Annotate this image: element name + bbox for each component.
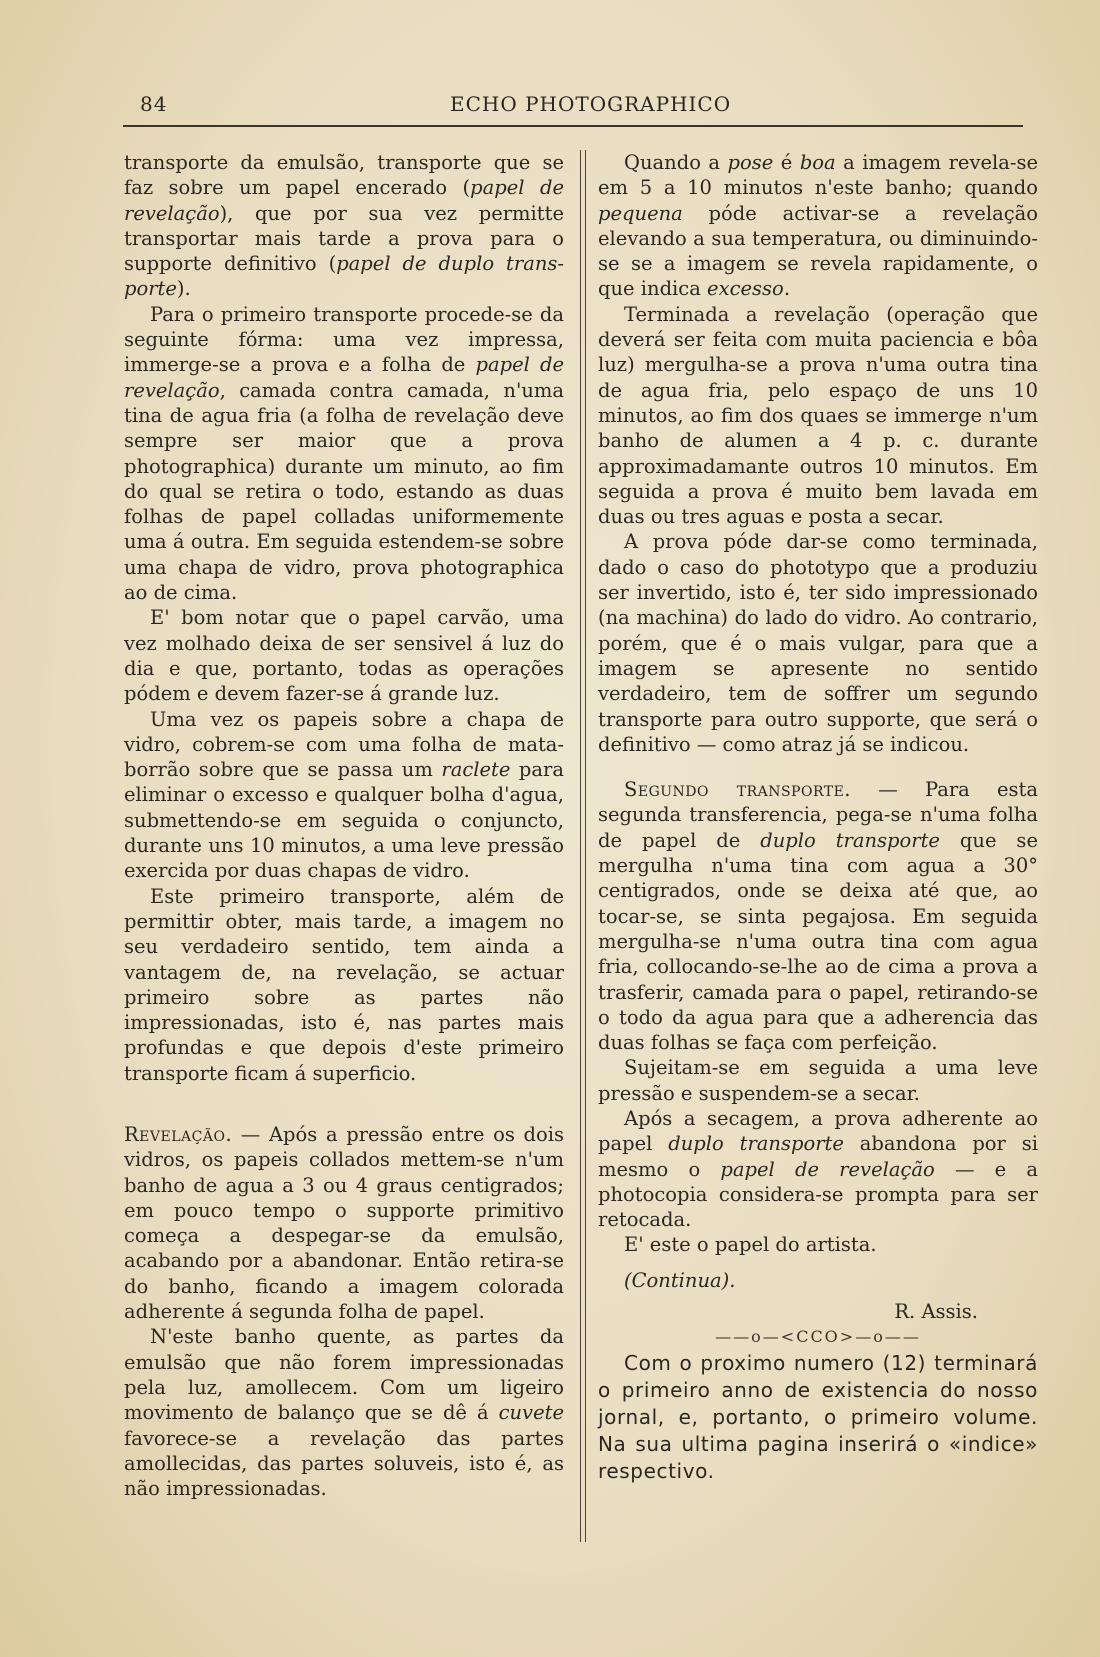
left-paragraph-5: Este primeiro transporte, além de permittir obter, mais tarde, a imagem no seu verdadeiro sentido, tem ainda a vantagem de, na revelação, se actuar primeiro sobre as partes não impressionadas, isto é, nas partes mais profundas e que depois d'este primeiro transporte ficam á superficio. [124,884,564,1085]
ornament-divider: ——o—<CCO>—o—— [715,1327,921,1347]
text-run: para eliminar o excesso e qualquer bolha d'agua, submettendo-se em seguida o conjuncto, durante uns 10 minutos, a uma leve pressão exercida por duas chapas de vidro. [124,758,564,883]
italic-run: duplo transporte [668,1132,844,1156]
text-run: póde activar-se a revelação elevando a sua temperatura, ou diminuindo-se se a imagem se revela rapidamente, o que indica [598,201,1038,301]
text-run: ). [176,277,191,301]
page-number: 84 [140,92,168,116]
text-run: , camada contra camada, n'uma tina de agua fria (a folha de revelação deve sempre ser maior que a prova photographica) durante um minuto, ao fim do qual se retira o todo, estando as duas folhas de papel colladas uniformemente uma á outra. Em seguida estendem-se sobre uma chapa de vidro, prova photographica ao de cima. [124,378,564,605]
italic-run: duplo transporte [760,828,940,852]
italic-run: excesso [707,277,784,301]
text-run: — Para esta segunda transferencia, pega-se n'uma folha de papel de [598,778,1038,852]
section-heading: Segundo transporte. [624,778,852,802]
italic-run: raclete [441,758,511,782]
text-run: transporte da emulsão, transporte que se faz sobre um papel encerado ( [124,151,564,200]
text-run: abandona por si mesmo o [598,1132,1038,1181]
left-paragraph-3: E' bom notar que o papel carvão, uma vez molhado deixa de ser sensivel á luz do dia e que, portanto, todas as operações pódem e devem fazer-se á grande luz. [124,606,564,706]
right-paragraph-7: E' este o papel do artista. [624,1233,877,1257]
right-paragraph-1 [598,150,1038,302]
section-revelacao [124,1122,564,1324]
section-segundo-transporte [598,777,1038,1055]
left-paragraph-4 [124,707,564,884]
continua-note [598,1268,1038,1293]
text-run: ), que por sua vez permitte transportar mais tarde a prova para o supporte definitivo ( [124,201,564,276]
right-paragraph-6 [598,1106,1038,1232]
column-divider [580,150,586,1542]
text-run: Quando a [624,151,728,174]
right-paragraph-2: Terminada a revelação (operação que deverá ser feita com muita paciencia e bôa luz) mergulha-se a prova n'uma outra tina de agua fria, pelo espaço de uns 10 minutos, ao fim dos quaes se immerge n'um banho de alumen a 4 p. c. durante approximadamante outros 10 minutos. Em seguida a prova é muito bem lavada em duas ou tres aguas e posta a secar. [598,302,1038,529]
italic-run: papel de revelação [720,1157,935,1181]
left-paragraph-2 [124,302,564,606]
running-title: ECHO PHOTOGRAPHICO [450,92,732,116]
italic-run: papel de revelação [124,176,564,225]
text-run: Para o primeiro transporte procede-se da seguinte fórma: uma vez impressa, immerge-se a prova e a folha de [124,302,564,377]
text-run: — e a photocopia considera-se prompta para ser retocada. [598,1157,1039,1232]
text-run: que se mergulha n'uma tina com agua a 30° centigrados, onde se deixa até que, ao tocar-se, se sinta pegajosa. Em seguida mergulha-se n'uma outra tina com agua fria, collocando-se-lhe ao de cima a prova a trasferir, camada para o papel, retirando-se o todo da agua para que a adherencia das duas folhas se faça com perfeição. [598,828,1038,1055]
right-column [598,150,1038,1485]
left-paragraph-1 [124,150,564,302]
text-run: Após a secagem, a prova adherente ao papel [598,1106,1038,1156]
italic-run: cuvete [498,1401,564,1425]
italic-run: boa [799,151,836,174]
italic-run: papel de revelação [124,353,564,402]
right-paragraph-3: A prova póde dar-se como terminada, dado o caso do phototypo que a produziu ser invertido, isto é, ter sido impressionado (na machina) do lado do vidro. Ao contrario, porém, que é o mais vulgar, para que a imagem se apresente no sentido verdadeiro, tem de soffrer um segundo transporte para outro supporte, que será o definitivo — como atraz já se indicou. [598,530,1038,756]
page-header [120,88,1020,122]
left-paragraph-7 [124,1324,564,1501]
right-paragraph-5: Sujeitam-se em seguida a uma leve pressão e suspendem-se a secar. [598,1056,1038,1105]
notice-paragraph: Com o proximo numero (12) terminará o primeiro anno de existencia do nosso jornal, e, portanto, o primeiro volume. Na sua ultima pagina inserirá o «indice» respectivo. [598,1350,1038,1483]
italic-run: pose [727,151,774,174]
text-run: Uma vez os papeis sobre a chapa de vidro, cobrem-se com uma folha de mata-borrão sobre que se passa um [124,707,564,782]
italic-run: pequena [598,201,683,225]
left-column [124,150,564,1501]
continua-text: (Continua). [624,1268,736,1292]
header-rule [123,125,1023,127]
text-run: favorece-se a revelação das partes amollecidas, das partes soluveis, isto é, as não impressionadas. [124,1426,564,1501]
section-heading: Revelação. [124,1122,233,1146]
text-run: N'este banho quente, as partes da emulsão que não forem impressionadas pela luz, amollecem. Com um ligeiro movimento de balanço que se dê á [124,1325,564,1425]
text-run: a imagem revela-se em 5 a 10 minutos n'este banho; quando [598,151,1038,200]
text-run: — Após a pressão entre os dois vidros, os papeis collados mettem-se n'um banho de agua a 3 ou 4 graus centigrados; em pouco tempo o supporte primitivo começa a despegar-se da emulsão, acabando por a abandonar. Então retira-se do banho, ficando a imagem colorada adherente á segunda folha de papel. [124,1122,564,1324]
italic-run: papel de duplo trans-porte [124,252,564,301]
text-run: é [773,151,800,174]
author-signature: R. Assis. [894,1300,978,1324]
text-run: . [783,277,791,301]
